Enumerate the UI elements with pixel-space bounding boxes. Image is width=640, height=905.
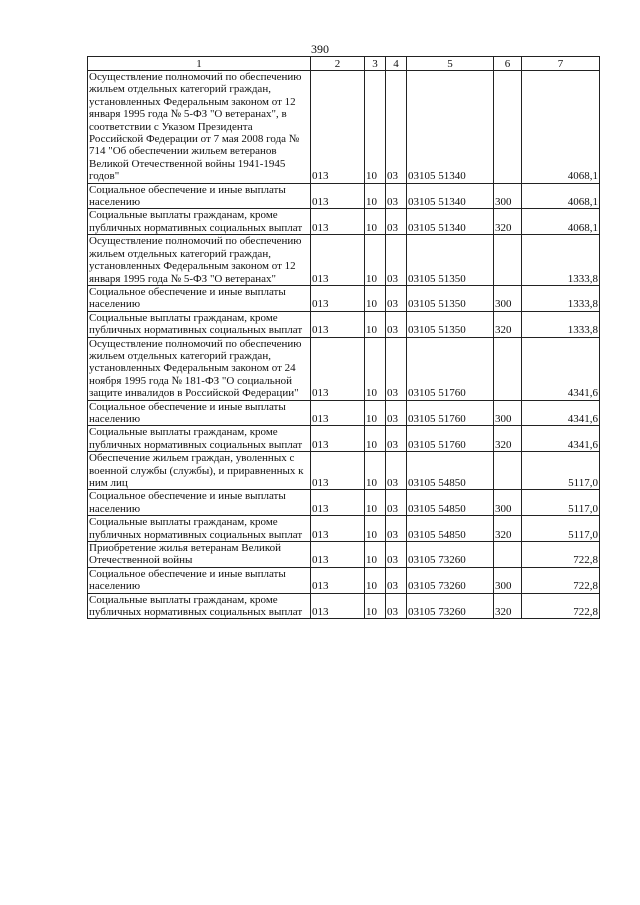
amount: 5117,0 <box>522 516 600 542</box>
expense-type-code: 320 <box>494 209 522 235</box>
subsection-code: 03 <box>386 337 407 400</box>
amount: 4341,6 <box>522 426 600 452</box>
amount: 5117,0 <box>522 452 600 490</box>
ministry-code: 013 <box>311 71 365 184</box>
expense-type-code: 300 <box>494 285 522 311</box>
row-name: Социальные выплаты гражданам, кроме публичных нормативных социальных выплат <box>88 593 311 619</box>
expense-type-code <box>494 337 522 400</box>
table-row <box>88 183 600 209</box>
table-row <box>88 400 600 426</box>
column-header: 2 <box>311 57 365 71</box>
row-name: Социальные выплаты гражданам, кроме публичных нормативных социальных выплат <box>88 209 311 235</box>
expense-type-code: 320 <box>494 593 522 619</box>
target-article-code: 03105 54850 <box>407 452 494 490</box>
ministry-code: 013 <box>311 337 365 400</box>
ministry-code: 013 <box>311 516 365 542</box>
target-article-code: 03105 51760 <box>407 426 494 452</box>
column-header: 6 <box>494 57 522 71</box>
amount: 1333,8 <box>522 235 600 286</box>
amount: 4068,1 <box>522 183 600 209</box>
target-article-code: 03105 51760 <box>407 337 494 400</box>
expense-type-code <box>494 71 522 184</box>
expense-type-code: 320 <box>494 516 522 542</box>
row-name: Социальное обеспечение и иные выплаты населению <box>88 567 311 593</box>
target-article-code: 03105 73260 <box>407 593 494 619</box>
row-name: Осуществление полномочий по обеспечению жильем отдельных категорий граждан, установленных Федеральным законом от 24 ноября 1995 года № 181-ФЗ "О социальной защите инвалидов в Российской Федерации" <box>88 337 311 400</box>
section-code: 10 <box>365 71 386 184</box>
target-article-code: 03105 51340 <box>407 71 494 184</box>
subsection-code: 03 <box>386 593 407 619</box>
row-name: Социальное обеспечение и иные выплаты населению <box>88 285 311 311</box>
subsection-code: 03 <box>386 426 407 452</box>
table-row <box>88 235 600 286</box>
subsection-code: 03 <box>386 452 407 490</box>
ministry-code: 013 <box>311 542 365 568</box>
table-row <box>88 567 600 593</box>
subsection-code: 03 <box>386 490 407 516</box>
column-header: 7 <box>522 57 600 71</box>
amount: 5117,0 <box>522 490 600 516</box>
expense-type-code: 320 <box>494 311 522 337</box>
section-code: 10 <box>365 490 386 516</box>
row-name: Социальное обеспечение и иные выплаты населению <box>88 400 311 426</box>
section-code: 10 <box>365 542 386 568</box>
expense-type-code: 300 <box>494 490 522 516</box>
amount: 4068,1 <box>522 71 600 184</box>
row-name: Социальное обеспечение и иные выплаты населению <box>88 490 311 516</box>
expense-type-code: 300 <box>494 567 522 593</box>
page-number: 390 <box>311 42 329 56</box>
target-article-code: 03105 51350 <box>407 311 494 337</box>
target-article-code: 03105 73260 <box>407 542 494 568</box>
subsection-code: 03 <box>386 311 407 337</box>
ministry-code: 013 <box>311 209 365 235</box>
row-name: Социальные выплаты гражданам, кроме публичных нормативных социальных выплат <box>88 426 311 452</box>
target-article-code: 03105 51340 <box>407 183 494 209</box>
expense-type-code <box>494 235 522 286</box>
subsection-code: 03 <box>386 542 407 568</box>
amount: 722,8 <box>522 593 600 619</box>
budget-table <box>87 56 600 619</box>
table-row <box>88 542 600 568</box>
section-code: 10 <box>365 452 386 490</box>
target-article-code: 03105 51350 <box>407 285 494 311</box>
table-row <box>88 209 600 235</box>
section-code: 10 <box>365 567 386 593</box>
table-row <box>88 71 600 184</box>
ministry-code: 013 <box>311 452 365 490</box>
amount: 1333,8 <box>522 285 600 311</box>
target-article-code: 03105 73260 <box>407 567 494 593</box>
amount: 4068,1 <box>522 209 600 235</box>
subsection-code: 03 <box>386 209 407 235</box>
target-article-code: 03105 51760 <box>407 400 494 426</box>
row-name: Осуществление полномочий по обеспечению жильем отдельных категорий граждан, установленных Федеральным законом от 12 января 1995 года № 5-ФЗ "О ветеранах", в соответствии с Указом Президента Российской Федерации от 7 мая 2008 года № 714 "Об обеспечении жильем ветеранов Великой Отечественной войны 1941-1945 годов" <box>88 71 311 184</box>
ministry-code: 013 <box>311 593 365 619</box>
subsection-code: 03 <box>386 183 407 209</box>
table-row <box>88 593 600 619</box>
expense-type-code: 300 <box>494 183 522 209</box>
header-row <box>88 57 600 71</box>
subsection-code: 03 <box>386 71 407 184</box>
expense-type-code: 320 <box>494 426 522 452</box>
amount: 4341,6 <box>522 337 600 400</box>
section-code: 10 <box>365 400 386 426</box>
section-code: 10 <box>365 337 386 400</box>
table-body <box>88 71 600 619</box>
target-article-code: 03105 51350 <box>407 235 494 286</box>
column-header: 3 <box>365 57 386 71</box>
row-name: Обеспечение жильем граждан, уволенных с военной службы (службы), и приравненных к ним лиц <box>88 452 311 490</box>
amount: 722,8 <box>522 567 600 593</box>
table-row <box>88 426 600 452</box>
section-code: 10 <box>365 235 386 286</box>
subsection-code: 03 <box>386 516 407 542</box>
ministry-code: 013 <box>311 235 365 286</box>
subsection-code: 03 <box>386 235 407 286</box>
ministry-code: 013 <box>311 183 365 209</box>
target-article-code: 03105 54850 <box>407 516 494 542</box>
ministry-code: 013 <box>311 400 365 426</box>
subsection-code: 03 <box>386 567 407 593</box>
ministry-code: 013 <box>311 285 365 311</box>
subsection-code: 03 <box>386 285 407 311</box>
ministry-code: 013 <box>311 490 365 516</box>
section-code: 10 <box>365 183 386 209</box>
section-code: 10 <box>365 285 386 311</box>
target-article-code: 03105 51340 <box>407 209 494 235</box>
row-name: Осуществление полномочий по обеспечению жильем отдельных категорий граждан, установленных Федеральным законом от 12 января 1995 года № 5-ФЗ "О ветеранах" <box>88 235 311 286</box>
column-header: 4 <box>386 57 407 71</box>
expense-type-code <box>494 542 522 568</box>
amount: 4341,6 <box>522 400 600 426</box>
section-code: 10 <box>365 209 386 235</box>
row-name: Социальные выплаты гражданам, кроме публичных нормативных социальных выплат <box>88 516 311 542</box>
ministry-code: 013 <box>311 426 365 452</box>
row-name: Приобретение жилья ветеранам Великой Отечественной войны <box>88 542 311 568</box>
column-header: 1 <box>88 57 311 71</box>
ministry-code: 013 <box>311 567 365 593</box>
table-row <box>88 311 600 337</box>
table-row <box>88 452 600 490</box>
expense-type-code <box>494 452 522 490</box>
amount: 722,8 <box>522 542 600 568</box>
table-row <box>88 337 600 400</box>
column-header: 5 <box>407 57 494 71</box>
section-code: 10 <box>365 516 386 542</box>
table-row <box>88 285 600 311</box>
amount: 1333,8 <box>522 311 600 337</box>
subsection-code: 03 <box>386 400 407 426</box>
section-code: 10 <box>365 426 386 452</box>
target-article-code: 03105 54850 <box>407 490 494 516</box>
row-name: Социальное обеспечение и иные выплаты населению <box>88 183 311 209</box>
section-code: 10 <box>365 593 386 619</box>
ministry-code: 013 <box>311 311 365 337</box>
table-row <box>88 516 600 542</box>
section-code: 10 <box>365 311 386 337</box>
expense-type-code: 300 <box>494 400 522 426</box>
table-row <box>88 490 600 516</box>
row-name: Социальные выплаты гражданам, кроме публичных нормативных социальных выплат <box>88 311 311 337</box>
